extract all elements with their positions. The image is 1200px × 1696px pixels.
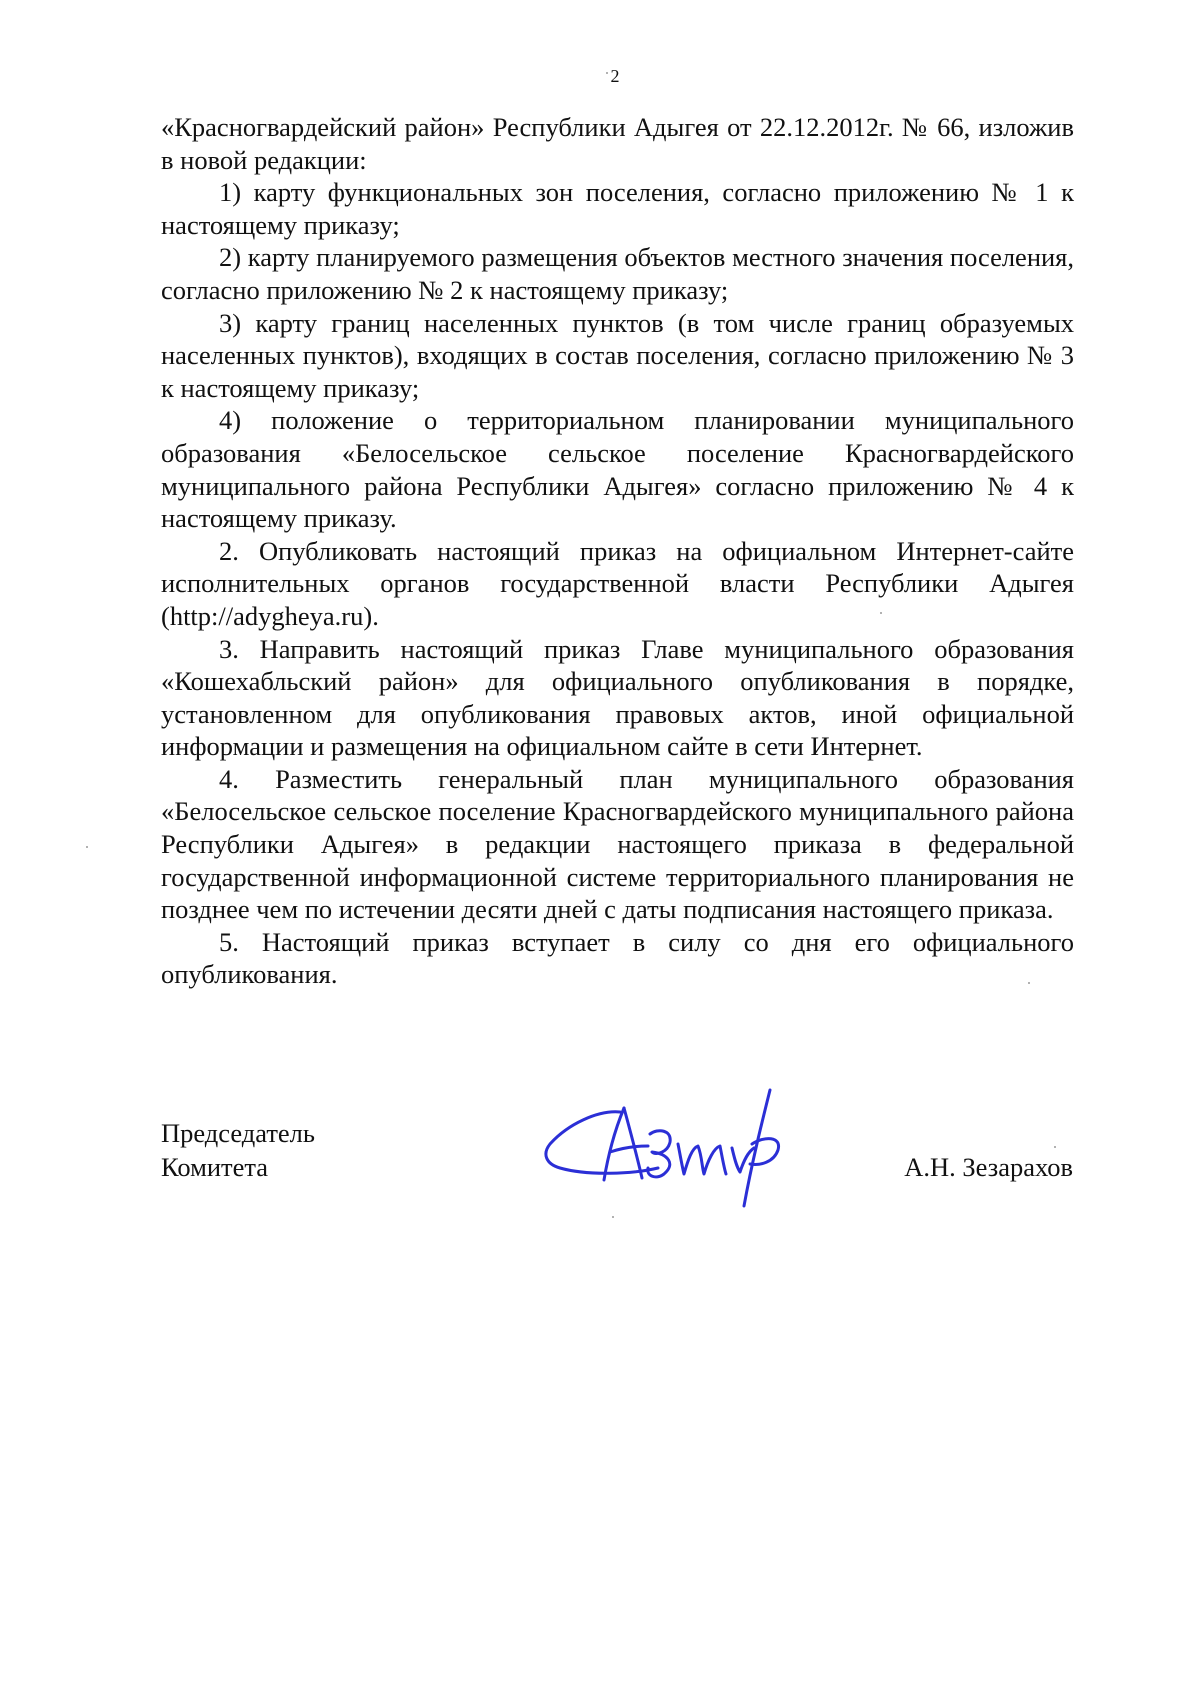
scan-speck <box>86 846 88 848</box>
scan-speck <box>1028 982 1030 984</box>
handwritten-signature <box>538 1082 788 1212</box>
scan-speck <box>606 72 608 74</box>
paragraph-clause-2: 2. Опубликовать настоящий приказ на официальном Интернет-сайте исполнительных органов государственной власти Республики Адыгея (http://adygheya.ru). <box>161 535 1074 631</box>
scan-speck <box>612 1216 614 1218</box>
paragraph-item-4: 4) положение о территориальном планировании муниципального образования «Белосельское сельское поселение Красногвардейского муниципального района Республики Адыгея» согласно приложению № 4 к настоящему приказу. <box>161 405 1074 534</box>
paragraph-item-1: 1) карту функциональных зон поселения, согласно приложению № 1 к настоящему приказу; <box>161 177 1074 240</box>
paragraph-item-2: 2) карту планируемого размещения объектов местного значения поселения, согласно приложению № 2 к настоящему приказу; <box>161 242 1074 305</box>
signatory-name: А.Н. Зезарахов <box>904 1152 1073 1182</box>
paragraph-clause-5: 5. Настоящий приказ вступает в силу со дня его официального опубликования. <box>161 926 1074 990</box>
scan-speck <box>1054 1146 1056 1148</box>
paragraph-intro-continuation: «Красногвардейский район» Республики Адыгея от 22.12.2012г. № 66, изложив в новой редакции: <box>161 112 1074 175</box>
page-number: 2 <box>610 66 620 86</box>
paragraph-clause-4: 4. Разместить генеральный план муниципального образования «Белосельское сельское поселение Красногвардейского муниципального района Республики Адыгея» в редакции настоящего приказа в федеральной государственной информационной системе территориального планирования не позднее чем по истечении десяти дней с даты подписания настоящего приказа. <box>161 763 1074 925</box>
signatory-position-line1: Председатель <box>161 1118 315 1148</box>
document-body <box>161 111 1074 991</box>
paragraph-clause-3: 3. Направить настоящий приказ Главе муниципального образования «Кошехабльский район» для официального опубликования в порядке, установленном для опубликования правовых актов, иной официальной информации и размещения на официальном сайте в сети Интернет. <box>161 633 1074 762</box>
signatory-position <box>161 1116 315 1184</box>
paragraph-item-3: 3) карту границ населенных пунктов (в том числе границ образуемых населенных пунктов), входящих в состав поселения, согласно приложению № 3 к настоящему приказу; <box>161 307 1074 403</box>
scan-speck <box>880 612 882 614</box>
signatory-position-line2: Комитета <box>161 1152 269 1182</box>
